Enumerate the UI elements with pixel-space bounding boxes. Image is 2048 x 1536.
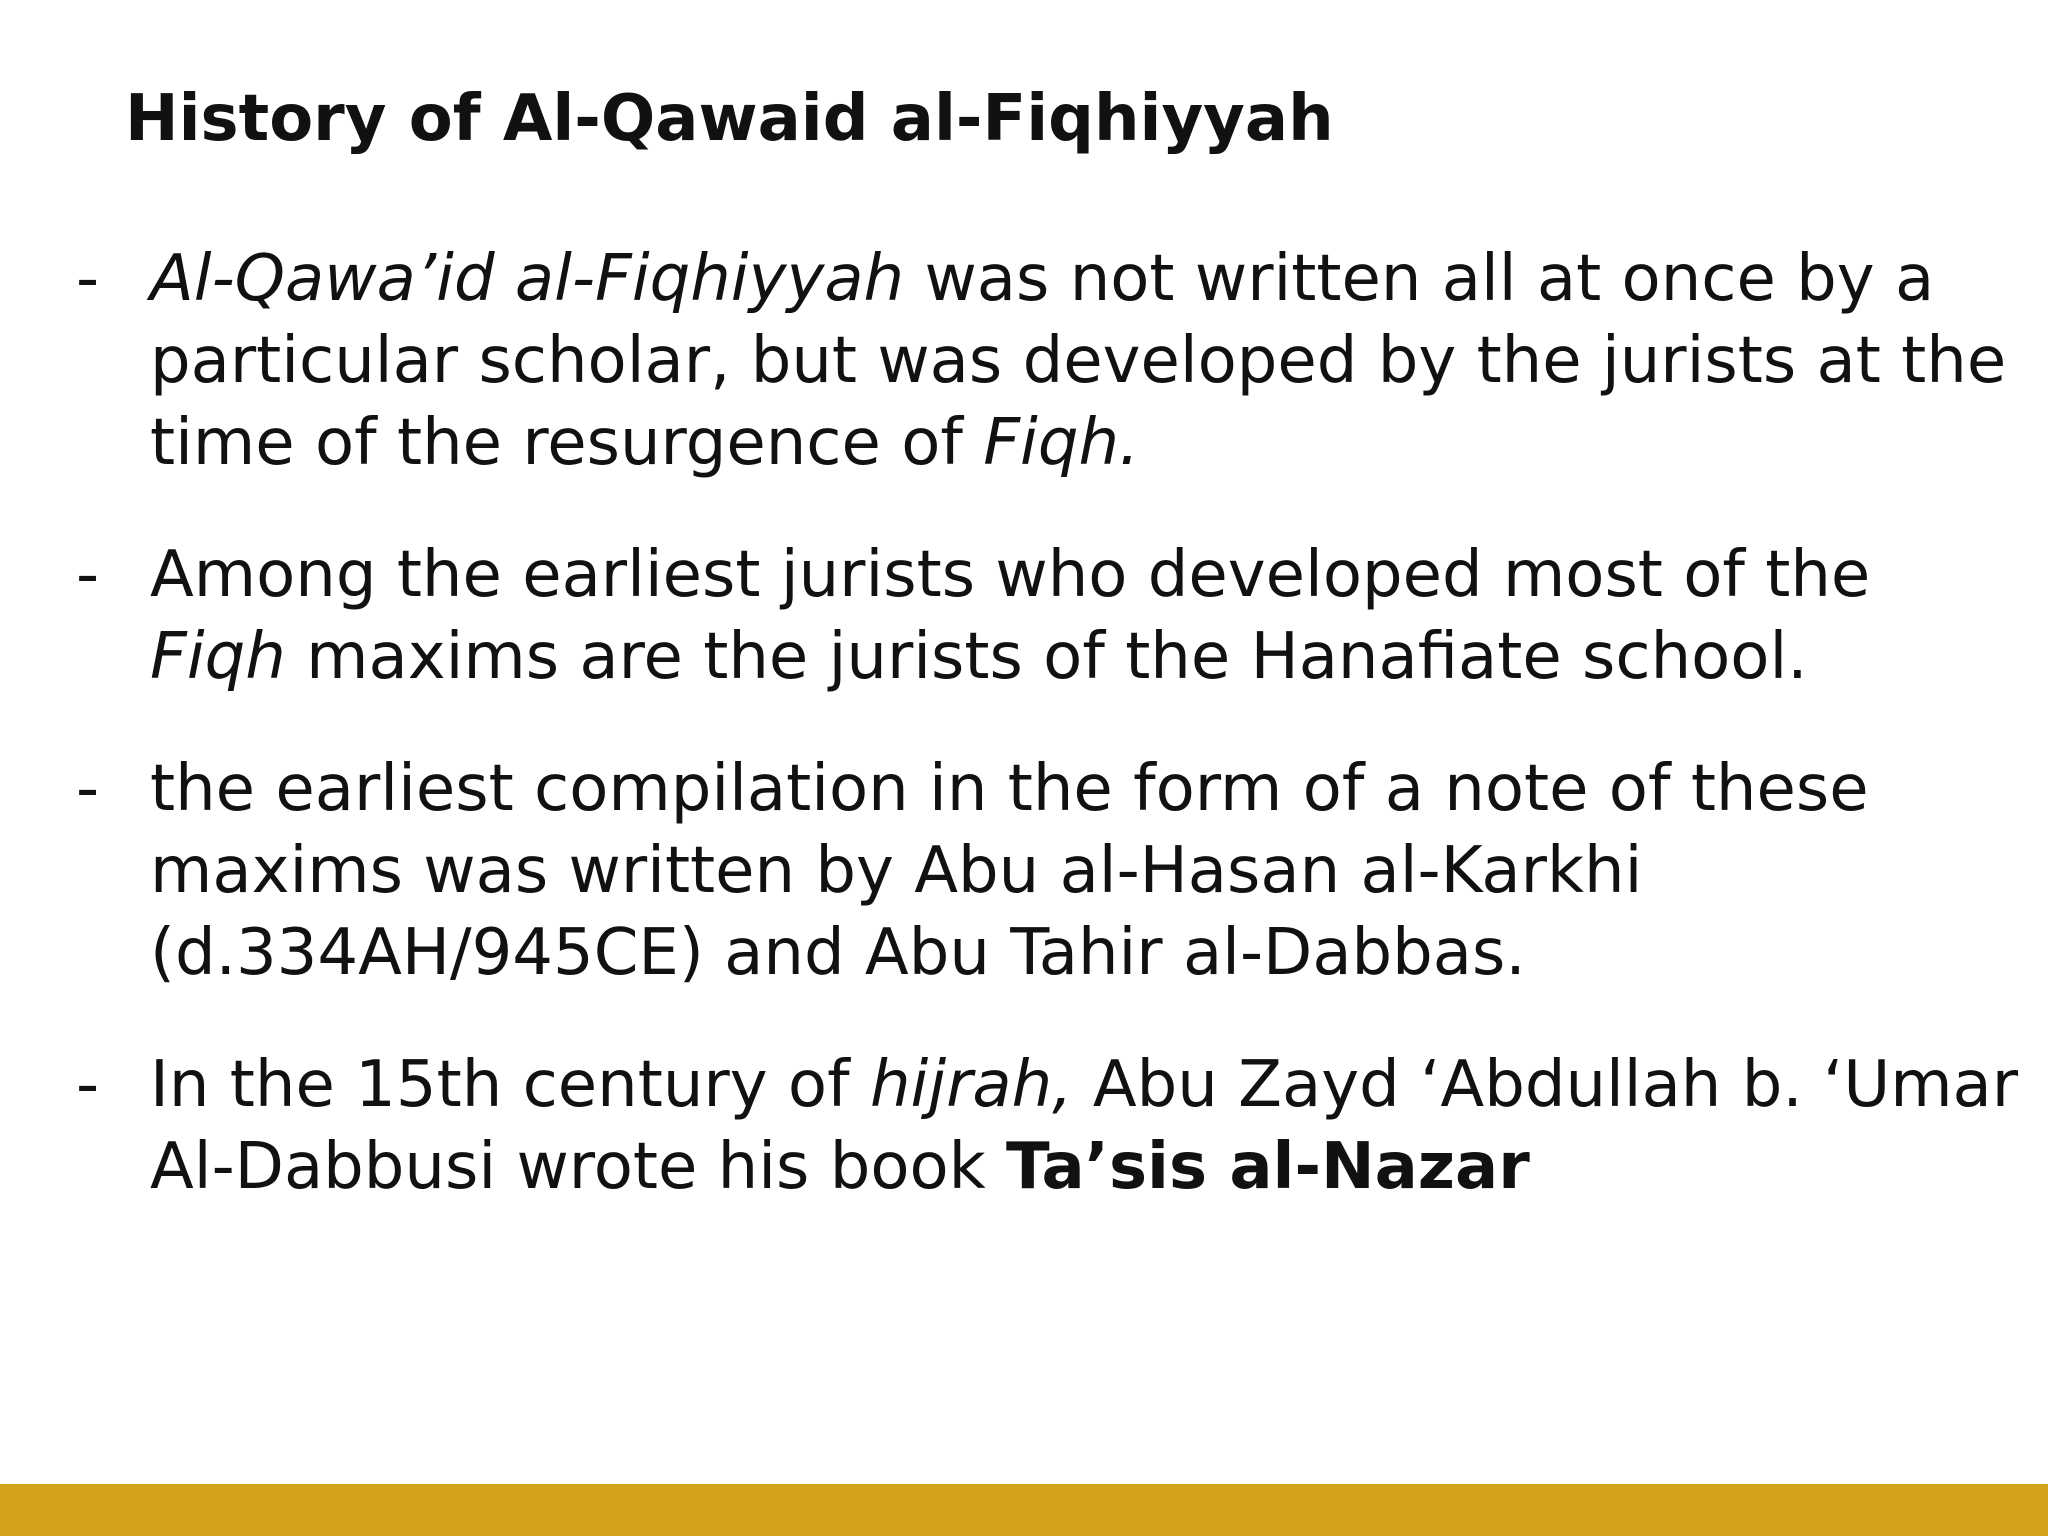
bullet-dash: -	[76, 538, 100, 612]
bullet-segment-bold: Ta’sis al-Nazar	[1006, 1130, 1530, 1204]
bullet-text	[150, 1048, 2018, 1204]
bullet-segment-italic: Fiqh.	[983, 406, 1140, 480]
bullet-segment-italic: Fiqh	[150, 620, 286, 694]
bullet-list	[70, 238, 2020, 1258]
bullet-text	[150, 538, 1870, 694]
bullet-segment: the earliest compilation in the form of a note of these maxims was written by Abu al-Hasan al-Karkhi (d.334AH/945CE) and Abu Tahir al-Dabbas.	[150, 752, 1869, 990]
bullet-text	[150, 242, 2006, 480]
footer-bar	[0, 1484, 2048, 1536]
bullet-segment: was not written all at once by a particular scholar, but was developed by the jurists at the time of the resurgence of	[150, 242, 2007, 480]
bullet-segment: Among the earliest jurists who developed most of the	[150, 538, 1871, 612]
bullet-segment: In the 15th century of	[150, 1048, 870, 1122]
bullet-segment: maxims are the jurists of the Hanafiate school.	[285, 620, 1808, 694]
bullet-text	[150, 752, 1869, 990]
slide-title: History of Al-Qawaid al-Fiqhiyyah	[125, 82, 1334, 156]
bullet-item-2	[70, 534, 2020, 698]
bullet-item-1	[70, 238, 2020, 484]
bullet-dash: -	[76, 752, 100, 826]
bullet-dash: -	[76, 242, 100, 316]
bullet-item-4	[70, 1044, 2020, 1208]
bullet-dash: -	[76, 1048, 100, 1122]
bullet-segment: Abu Zayd ‘Abdullah b. ‘Umar Al-Dabbusi wrote his book	[150, 1048, 2019, 1204]
bullet-item-3	[70, 748, 2020, 994]
bullet-segment-italic: Al-Qawa’id al-Fiqhiyyah	[150, 242, 905, 316]
bullet-segment-italic: hijrah,	[869, 1048, 1073, 1122]
